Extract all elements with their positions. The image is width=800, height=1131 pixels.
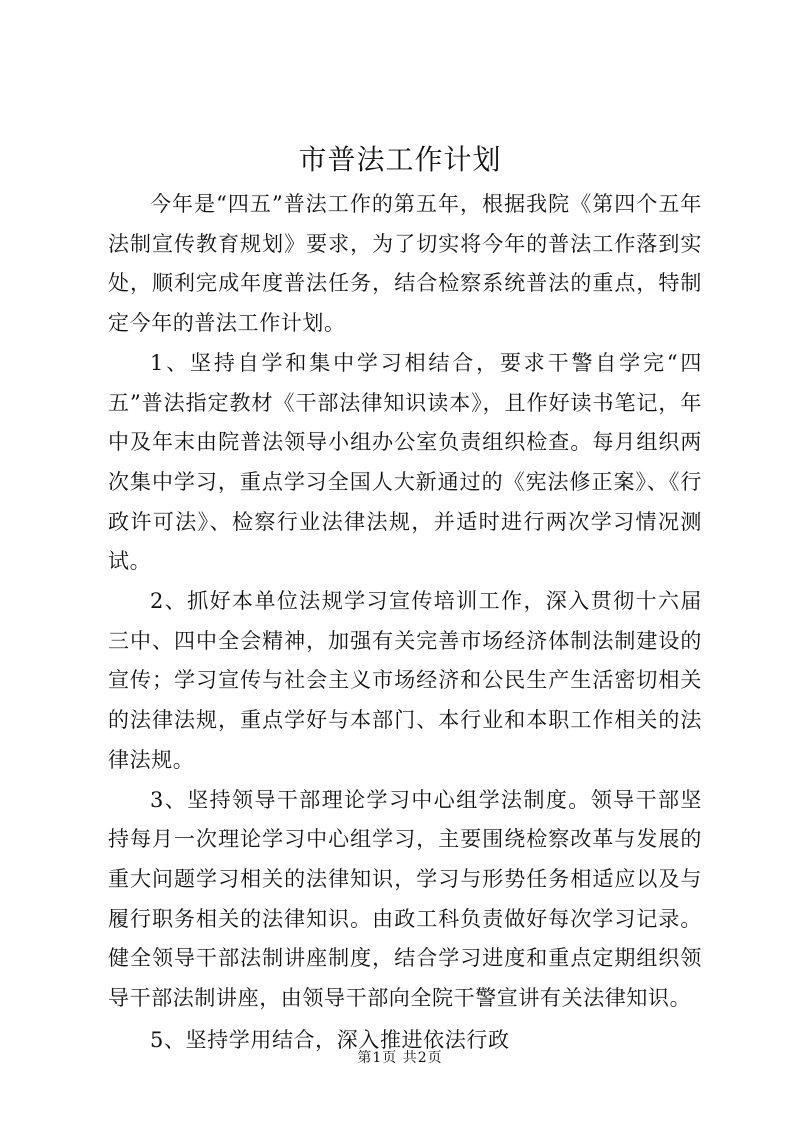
page-footer: 第1页 共2页: [357, 1050, 443, 1066]
document-body: [108, 185, 702, 1060]
document-title: 市普法工作计划: [298, 143, 502, 176]
paragraph-intro: 今年是“四五”普法工作的第五年，根据我院《第四个五年法制宣传教育规划》要求，为了切实将今年的普法工作落到实处，顺利完成年度普法任务，结合检察系统普法的重点，特制定今年的普法工作计划。: [108, 192, 702, 336]
paragraph-item-2: 2、抓好本单位法规学习宣传培训工作，深入贯彻十六届三中、四中全会精神，加强有关完善市场经济体制法制建设的宣传；学习宣传与社会主义市场经济和公民生产生活密切相关的法律法规，重点学好与本部门、本行业和本职工作相关的法律法规。: [108, 589, 702, 772]
paragraph-item-3: 3、坚持领导干部理论学习中心组学法制度。领导干部坚持每月一次理论学习中心组学习，主要围绕检察改革与发展的重大问题学习相关的法律知识，学习与形势任务相适应以及与履行职务相关的法律知识。由政工科负责做好每次学习记录。健全领导干部法制讲座制度，结合学习进度和重点定期组织领导干部法制讲座，由领导干部向全院干警宣讲有关法律知识。: [108, 787, 702, 1011]
paragraph-item-1: 1、坚持自学和集中学习相结合，要求干警自学完“四五”普法指定教材《干部法律知识读本》，且作好读书笔记，年中及年末由院普法领导小组办公室负责组织检查。每月组织两次集中学习，重点学习全国人大新通过的《宪法修正案》、《行政许可法》、检察行业法律法规，并适时进行两次学习情况测试。: [108, 350, 702, 574]
paragraph-item-5: 5、坚持学用结合，深入推进依法行政: [150, 1027, 510, 1052]
